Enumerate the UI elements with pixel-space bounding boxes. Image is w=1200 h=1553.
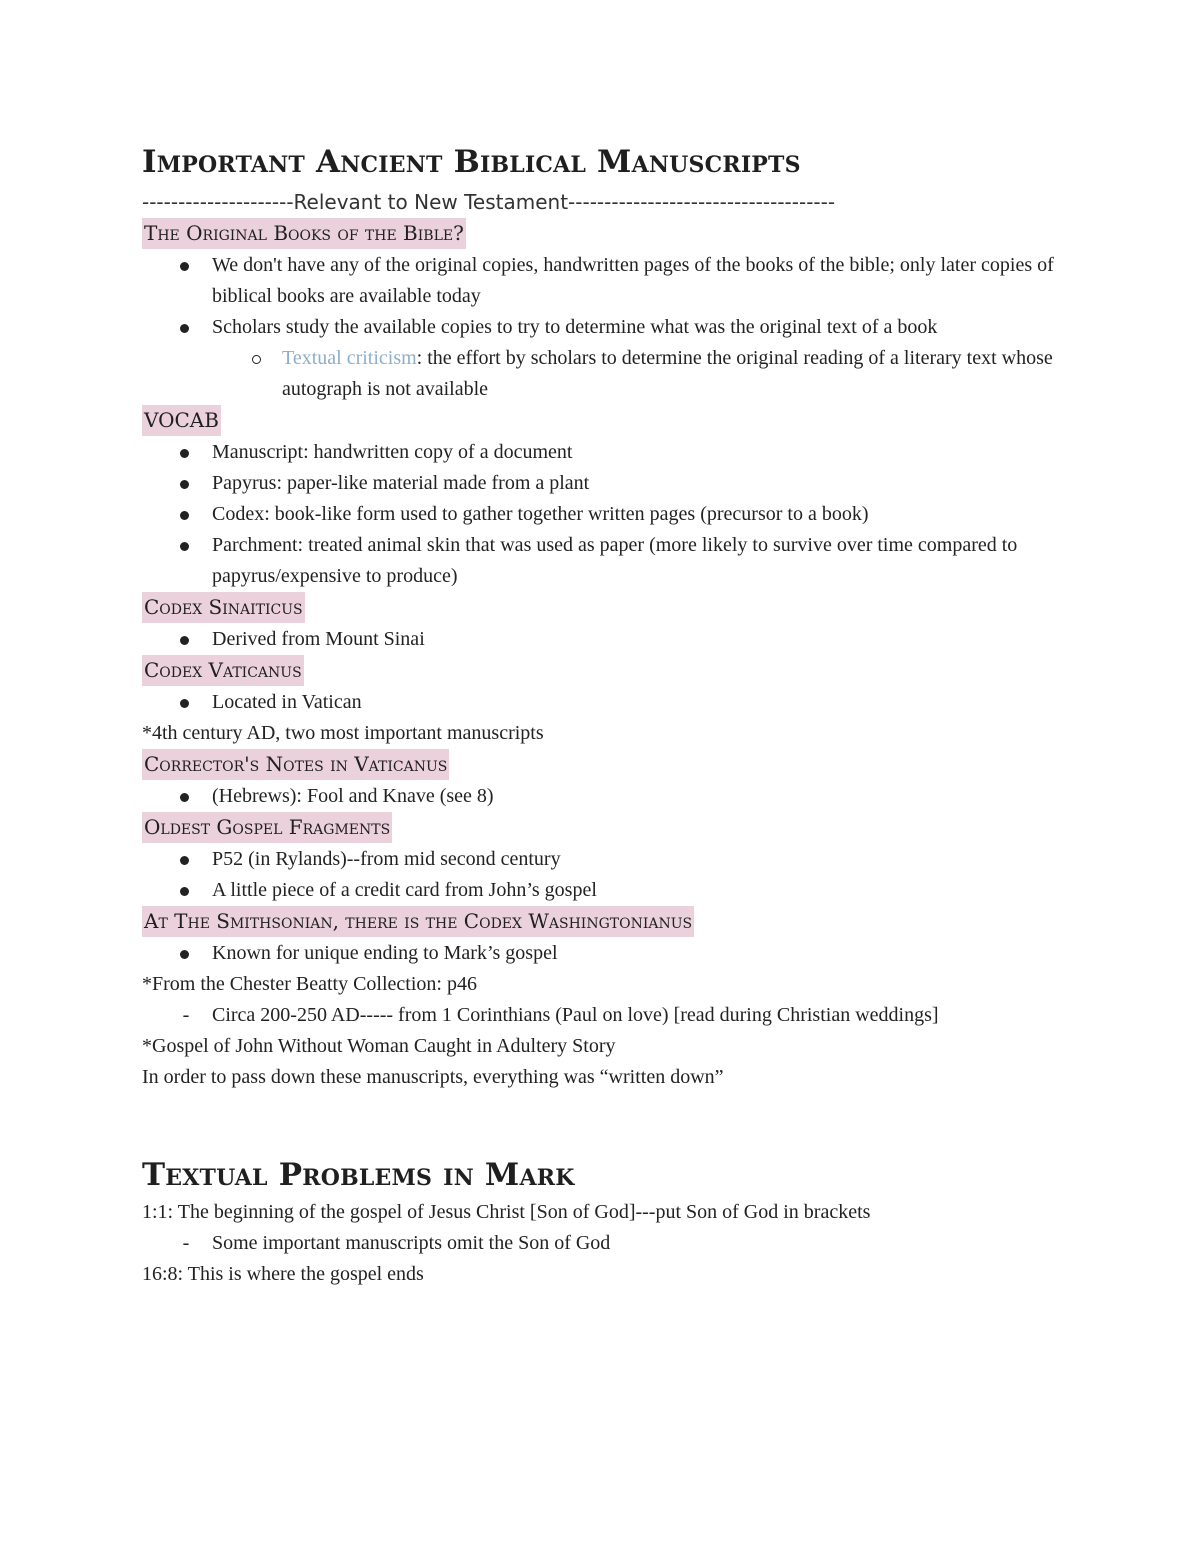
list-item: A little piece of a credit card from John’s gospel [142, 875, 1062, 906]
note-pass-down: In order to pass down these manuscripts, everything was “written down” [142, 1066, 724, 1088]
chester-list [142, 1000, 1062, 1031]
sinaiticus-list [142, 624, 1062, 655]
section-heading-sinaiticus: Codex Sinaiticus [142, 592, 305, 623]
sub-list [212, 343, 1062, 405]
smithsonian-list [142, 938, 1062, 969]
bullet-icon [180, 793, 189, 802]
bullet-icon [180, 950, 189, 959]
sub-list-item: Textual criticism: the effort by scholars to determine the original reading of a literary text whose autograph is not available [212, 343, 1062, 405]
note-4th-century: *4th century AD, two most important manuscripts [142, 722, 544, 744]
list-item: Parchment: treated animal skin that was used as paper (more likely to survive over time compared to papyrus/expensive to produce) [142, 530, 1062, 592]
section-heading-oldest-fragments: Oldest Gospel Fragments [142, 812, 392, 843]
list-item: P52 (in Rylands)--from mid second century [142, 844, 1062, 875]
section-heading-vocab: VOCAB [142, 405, 221, 436]
section-heading-original-books: The Original Books of the Bible? [142, 218, 466, 249]
dash-marker: - [182, 1232, 190, 1254]
bullet-icon [180, 542, 189, 551]
bullet-icon [180, 699, 189, 708]
list-item: - Some important manuscripts omit the Son of God [142, 1228, 1062, 1259]
bullet-icon [180, 324, 189, 333]
list-item: Codex: book-like form used to gather together written pages (precursor to a book) [142, 499, 1062, 530]
dash-marker: - [182, 1004, 190, 1026]
section-title-textual-problems: Textual Problems in Mark [142, 1157, 575, 1193]
note-chester-beatty: *From the Chester Beatty Collection: p46 [142, 973, 477, 995]
list-item: Manuscript: handwritten copy of a document [142, 437, 1062, 468]
document-content [142, 140, 1062, 1290]
hollow-bullet-icon [252, 355, 261, 364]
bullet-icon [180, 262, 189, 271]
original-books-list [142, 250, 1062, 405]
page-title: Important Ancient Biblical Manuscripts [142, 144, 801, 180]
list-item: - Circa 200-250 AD----- from 1 Corinthians (Paul on love) [read during Christian weddings] [142, 1000, 1062, 1031]
bullet-icon [180, 480, 189, 489]
bullet-icon [180, 856, 189, 865]
bullet-icon [180, 636, 189, 645]
section-heading-corrector: Corrector's Notes in Vaticanus [142, 749, 449, 780]
list-item: Located in Vatican [142, 687, 1062, 718]
mark-list [142, 1228, 1062, 1259]
mark-1-1: 1:1: The beginning of the gospel of Jesus Christ [Son of God]---put Son of God in brackets [142, 1201, 871, 1223]
list-item: Derived from Mount Sinai [142, 624, 1062, 655]
bullet-icon [180, 887, 189, 896]
textual-criticism-link[interactable]: Textual criticism [282, 347, 417, 369]
bullet-icon [180, 511, 189, 520]
vocab-list [142, 437, 1062, 592]
note-gospel-of-john: *Gospel of John Without Woman Caught in Adultery Story [142, 1035, 616, 1057]
list-item: Scholars study the available copies to try to determine what was the original text of a book Textual criticism: the effort by scholars to determine the original reading of a literary text whose autograph is not available [142, 312, 1062, 405]
list-item: Known for unique ending to Mark’s gospel [142, 938, 1062, 969]
mark-16-8: 16:8: This is where the gospel ends [142, 1263, 424, 1285]
corrector-list [142, 781, 1062, 812]
bullet-icon [180, 449, 189, 458]
section-heading-vaticanus: Codex Vaticanus [142, 655, 304, 686]
subtitle-divider: ---------------------Relevant to New Testament------------------------------------- [142, 190, 836, 214]
list-item: Papyrus: paper-like material made from a plant [142, 468, 1062, 499]
list-item: We don't have any of the original copies, handwritten pages of the books of the bible; only later copies of biblical books are available today [142, 250, 1062, 312]
vaticanus-list [142, 687, 1062, 718]
oldest-list [142, 844, 1062, 906]
section-heading-smithsonian: At The Smithsonian, there is the Codex Washingtonianus [142, 906, 694, 937]
list-item: (Hebrews): Fool and Knave (see 8) [142, 781, 1062, 812]
